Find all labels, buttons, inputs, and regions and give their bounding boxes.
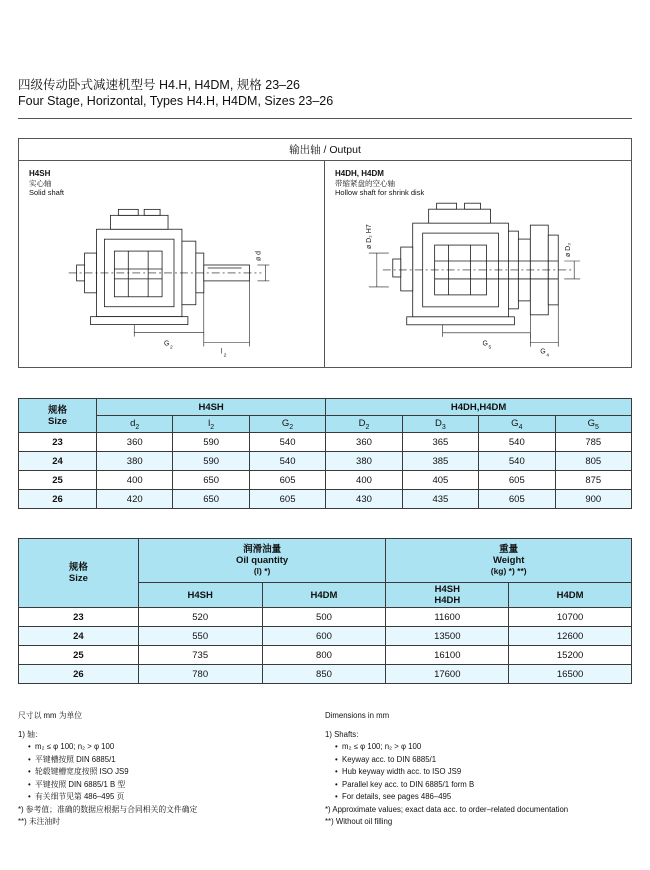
t1-r2-c2: 605 <box>249 471 325 490</box>
t2-oil-en: Oil quantity <box>235 555 289 566</box>
t2-r3-c2: 17600 <box>386 665 509 684</box>
t1-r1-c1: 590 <box>173 452 249 471</box>
header-divider <box>18 118 632 119</box>
t1-r2-c6: 875 <box>555 471 631 490</box>
dim-D3-label: ø D₃ <box>565 242 573 258</box>
notes-cn-item-2: • 轮毂键槽宽度按照 ISO JS9 <box>28 766 311 779</box>
notes-en-item-4: • For details, see pages 486–495 <box>335 791 618 804</box>
drawing-right-en: Hollow shaft for shrink disk <box>335 188 425 197</box>
t1-r1-c3: 380 <box>326 452 402 471</box>
t2-r3-c0: 780 <box>138 665 262 684</box>
gearbox-hollow-shaft-drawing <box>325 161 631 368</box>
t1-col-D2: $D_2$ <box>326 416 402 433</box>
t1-col-D3: $D_3$ <box>402 416 478 433</box>
t2-r1-size: 24 <box>19 627 139 646</box>
t2-col-weight-h4dh: H4DH <box>434 595 461 606</box>
drawing-left-cn: 实心轴 <box>29 178 52 188</box>
t1-col-G2: $G_2$ <box>249 416 325 433</box>
t2-r0-c0: 520 <box>138 608 262 627</box>
notes-en-item-2: • Hub keyway width acc. to ISO JS9 <box>335 766 618 779</box>
t2-r1-c2: 13500 <box>386 627 509 646</box>
t1-r1-c4: 385 <box>402 452 478 471</box>
t2-r0-c2: 11600 <box>386 608 509 627</box>
drawing-right-hollow-shaft <box>325 161 631 368</box>
notes-cn-foot1: *) 参考值；准确的数据应根据与合同相关的文件确定 <box>18 804 198 814</box>
t2-size-header-en: Size <box>68 573 88 584</box>
t1-r3-c2: 605 <box>249 490 325 509</box>
notes-en-foot2: **) Without oil filling <box>325 817 393 826</box>
t2-weight-en: Weight <box>492 555 525 566</box>
notes-en-item-0: • m₂ ≤ φ 100; n₂ > φ 100 <box>335 741 618 754</box>
t1-r3-c0: 420 <box>97 490 173 509</box>
t2-r1-c3: 12600 <box>509 627 632 646</box>
t1-r2-size: 25 <box>19 471 97 490</box>
dim-G5-label: G <box>482 340 488 348</box>
drawing-left-solid-shaft <box>19 161 325 368</box>
t2-r3-c3: 16500 <box>509 665 632 684</box>
notes-en-units: Dimensions in mm <box>325 711 390 720</box>
t2-r2-size: 25 <box>19 646 139 665</box>
table-row <box>19 452 632 471</box>
t2-size-header-cn: 规格 <box>68 562 88 573</box>
t2-col-oil-h4dm: H4DM <box>262 583 386 608</box>
dim-G2-label: G <box>164 340 170 348</box>
t1-r2-c4: 405 <box>402 471 478 490</box>
gearbox-solid-shaft-drawing <box>19 161 324 368</box>
t2-r0-c1: 500 <box>262 608 386 627</box>
t2-r1-c0: 550 <box>138 627 262 646</box>
t1-r3-c1: 650 <box>173 490 249 509</box>
footnotes-cn <box>18 710 325 829</box>
t2-oil-cn: 润滑油量 <box>243 544 282 555</box>
t2-r2-c2: 16100 <box>386 646 509 665</box>
t2-col-weight-h4sh: H4SH <box>434 584 460 595</box>
t1-r3-c5: 605 <box>479 490 555 509</box>
drawing-left-en: Solid shaft <box>29 188 65 197</box>
table-row <box>19 665 632 684</box>
drawing-band-label: 输出轴 / Output <box>19 139 631 161</box>
t2-weight-unit: (kg) *) **) <box>490 566 527 576</box>
page-title-en: Four Stage, Horizontal, Types H4.H, H4DM, Sizes 23–26 <box>18 94 334 108</box>
notes-en-list <box>325 741 618 804</box>
t1-col-G4: $G_4$ <box>479 416 555 433</box>
notes-en-heading: 1) Shafts: <box>325 729 359 739</box>
drawing-panel <box>18 138 632 368</box>
notes-cn-foot2: **) 未注油时 <box>18 817 61 826</box>
t2-r3-size: 26 <box>19 665 139 684</box>
dim-D2-label: ø D₂ H7 <box>365 224 373 250</box>
t1-r2-c3: 400 <box>326 471 402 490</box>
table-row <box>19 608 632 627</box>
page-header <box>18 78 632 109</box>
svg-text:5: 5 <box>488 344 492 351</box>
footnotes <box>18 710 632 829</box>
t2-oil-unit: (l) *) <box>253 566 271 576</box>
t1-r0-c2: 540 <box>249 433 325 452</box>
notes-cn-units: 尺寸以 mm 为单位 <box>18 711 83 720</box>
table-row <box>19 471 632 490</box>
t2-col-weight-h4dm: H4DM <box>509 583 632 608</box>
notes-cn-item-3: • 平键按照 DIN 6885/1 B 型 <box>28 779 311 792</box>
page-title-cn: 四级传动卧式减速机型号 H4.H, H4DM, 规格 23–26 <box>18 78 300 92</box>
t1-r1-c2: 540 <box>249 452 325 471</box>
t2-r1-c1: 600 <box>262 627 386 646</box>
t1-r1-c0: 380 <box>97 452 173 471</box>
t1-group-h4dh: H4DH,H4DM <box>326 399 632 416</box>
table-row <box>19 433 632 452</box>
notes-cn-item-1: • 平键槽按照 DIN 6885/1 <box>28 754 311 767</box>
dim-l2-label: l <box>220 348 223 356</box>
t1-size-header-en: Size <box>47 415 67 427</box>
svg-text:4: 4 <box>546 352 550 359</box>
notes-cn-item-4: • 有关细节见第 486–495 页 <box>28 791 311 804</box>
t1-r2-c1: 650 <box>173 471 249 490</box>
t1-r0-c1: 590 <box>173 433 249 452</box>
t2-col-oil-h4sh: H4SH <box>138 583 262 608</box>
drawing-right-type: H4DH, H4DM <box>335 169 384 178</box>
notes-en-foot1: *) Approximate values; exact data acc. to order–related documentation <box>325 804 569 814</box>
notes-en-item-3: • Parallel key acc. to DIN 6885/1 form B <box>335 779 618 792</box>
t1-r1-c5: 540 <box>479 452 555 471</box>
t1-group-h4sh: H4SH <box>97 399 326 416</box>
t1-col-d2: $d_2$ <box>97 416 173 433</box>
notes-cn-item-0: • m₂ ≤ φ 100; n₂ > φ 100 <box>28 741 311 754</box>
t1-r1-c6: 805 <box>555 452 631 471</box>
t2-r0-size: 23 <box>19 608 139 627</box>
t1-r0-c4: 365 <box>402 433 478 452</box>
dim-G4-label: G <box>540 348 546 356</box>
footnotes-en <box>325 710 632 829</box>
t1-r0-size: 23 <box>19 433 97 452</box>
t2-weight-cn: 重量 <box>499 544 519 555</box>
t2-r2-c1: 800 <box>262 646 386 665</box>
t1-col-l2: $l_2$ <box>173 416 249 433</box>
dimensions-table <box>18 398 632 509</box>
t1-r0-c0: 360 <box>97 433 173 452</box>
dim-d2-label: ø d <box>255 250 263 262</box>
table-row <box>19 490 632 509</box>
notes-en-item-1: • Keyway acc. to DIN 6885/1 <box>335 754 618 767</box>
t1-r3-c6: 900 <box>555 490 631 509</box>
t2-r3-c1: 850 <box>262 665 386 684</box>
t1-r2-c5: 605 <box>479 471 555 490</box>
t1-r0-c6: 785 <box>555 433 631 452</box>
t1-r0-c3: 360 <box>326 433 402 452</box>
t2-r2-c0: 735 <box>138 646 262 665</box>
notes-cn-list <box>18 741 311 804</box>
t1-size-header-cn: 规格 <box>47 404 67 416</box>
t1-r2-c0: 400 <box>97 471 173 490</box>
table-row <box>19 627 632 646</box>
oil-weight-table <box>18 538 632 684</box>
t1-r0-c5: 540 <box>479 433 555 452</box>
notes-cn-heading: 1) 轴： <box>18 729 43 739</box>
t1-r3-size: 26 <box>19 490 97 509</box>
t1-r3-c3: 430 <box>326 490 402 509</box>
t2-r0-c3: 10700 <box>509 608 632 627</box>
t1-col-G5: $G_5$ <box>555 416 631 433</box>
t1-r1-size: 24 <box>19 452 97 471</box>
t1-r3-c4: 435 <box>402 490 478 509</box>
drawing-left-type: H4SH <box>29 169 51 178</box>
svg-text:2: 2 <box>223 353 227 359</box>
svg-text:2: 2 <box>170 345 173 351</box>
t2-r2-c3: 15200 <box>509 646 632 665</box>
table-row <box>19 646 632 665</box>
drawing-right-cn: 带缩紧盘的空心轴 <box>335 178 395 188</box>
